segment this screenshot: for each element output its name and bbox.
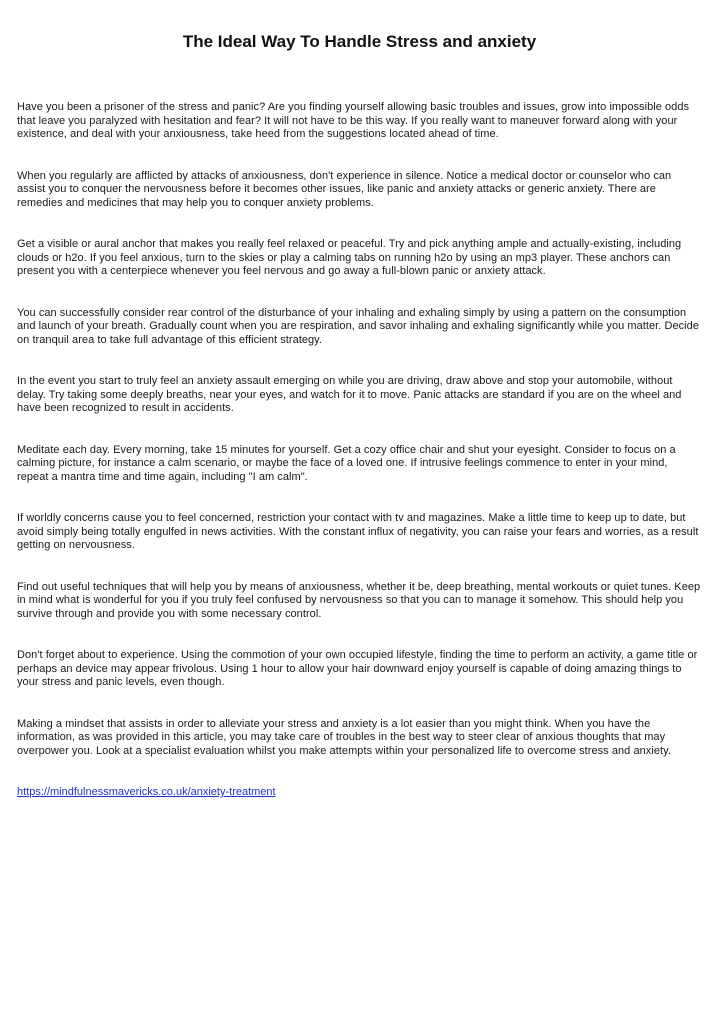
paragraph-7: If worldly concerns cause you to feel concerned, restriction your contact with tv and magazines. Make a little time to keep up to date, but avoid simply being totally engulfed in news activities. With the constant influx of negativity, you can raise your fears and worries, as a result getting on nervousness. xyxy=(17,512,699,551)
paragraph-4: You can successfully consider rear control of the disturbance of your inhaling and exhaling simply by using a pattern on the consumption and launch of your breath. Gradually count when you are respiration, and savor inhaling and exhaling significantly while you matter. Decide on tranquil area to take full advantage of this efficient strategy. xyxy=(17,306,700,346)
link-container xyxy=(17,786,702,800)
paragraph-2: When you regularly are afflicted by attacks of anxiousness, don't experience in silence. Notice a medical doctor or counselor who can assist you to conquer the nervousness before it becomes other issues, like panic and anxiety attacks or generic anxiety. There are remedies and medicines that may help you to conquer anxiety problems. xyxy=(17,169,672,209)
document-title: The Ideal Way To Handle Stress and anxiety xyxy=(182,32,537,51)
paragraph-6: Meditate each day. Every morning, take 15 minutes for yourself. Get a cozy office chair and shut your eyesight. Consider to focus on a calming picture, for instance a calm scenario, or maybe the face of a loved one. If intrusive feelings commence to enter in your mind, repeat a mantra time and time again, including "I am calm". xyxy=(17,443,676,483)
paragraph-1: Have you been a prisoner of the stress and panic? Are you finding yourself allowing basic troubles and issues, grow into impossible odds that leave you paralyzed with hesitation and fear? It will not have to be this way. If you really want to maneuver forward along with your existence, and deal with your anxiousness, take heed from the suggestions located ahead of time. xyxy=(17,101,690,140)
paragraph-8: Find out useful techniques that will help you by means of anxiousness, whether it be, deep breathing, mental workouts or quiet tunes. Keep in mind what is wonderful for you if you truly feel confused by nervousness so that you can to manage it somehow. This should help you survive through and provide you with some necessary control. xyxy=(17,580,701,620)
anxiety-treatment-link[interactable]: https://mindfulnessmavericks.co.uk/anxiety-treatment xyxy=(17,786,276,798)
document-body xyxy=(17,101,702,758)
paragraph-9: Don't forget about to experience. Using the commotion of your own occupied lifestyle, finding the time to perform an activity, a game title or perhaps an device may appear frivolous. Using 1 hour to allow your hair downward enjoy yourself is capable of doing amazing things to your stress and panic levels, even though. xyxy=(17,649,698,688)
paragraph-5: In the event you start to truly feel an anxiety assault emerging on while you are driving, draw above and stop your automobile, without delay. Try taking some deeply breaths, near your eyes, and watch for it to move. Panic attacks are standard if you are on the wheel and have been recognized to result in accidents. xyxy=(17,375,682,414)
paragraph-10: Making a mindset that assists in order to alleviate your stress and anxiety is a lot easier than you might think. When you have the information, as was provided in this article, you may take care of troubles in the best way to steer clear of anxious thoughts that may overpower you. Look at a specialist evaluation whilst you make attempts within your personalized life to overcome stress and anxiety. xyxy=(17,717,671,757)
paragraph-3: Get a visible or aural anchor that makes you really feel relaxed or peaceful. Try and pick anything ample and actually-existing, including clouds or h2o. If you feel anxious, turn to the skies or play a calming tabs on running h2o by using an mp3 player. These anchors can present you with a centerpiece whenever you feel nervous and go away a full-blown panic or anxiety attack. xyxy=(17,238,682,277)
